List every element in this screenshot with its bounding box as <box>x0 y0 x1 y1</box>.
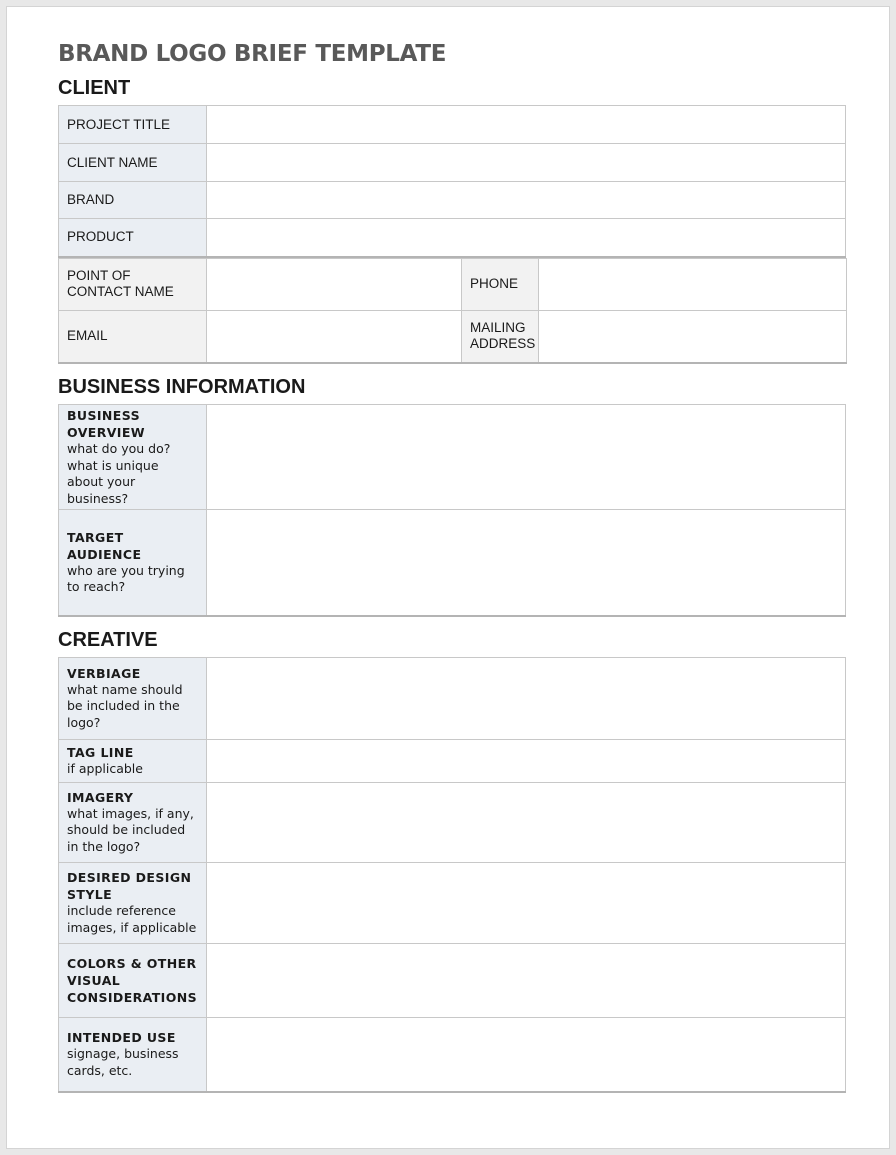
imagery-label <box>59 782 207 862</box>
table-row <box>59 258 847 310</box>
label-title: TAG LINE <box>67 744 134 760</box>
field-label: MAILING ADDRESS <box>470 320 536 352</box>
label-title: IMAGERY <box>67 789 134 805</box>
colors-label <box>59 943 207 1017</box>
table-row <box>59 510 846 616</box>
label-title: INTENDED USE <box>67 1030 176 1046</box>
label-hint: what images, if any, should be included in the logo? <box>67 805 194 854</box>
label-hint: if applicable <box>67 760 143 776</box>
field-label: PROJECT TITLE <box>67 116 171 132</box>
tag-line-label <box>59 739 207 782</box>
table-row <box>59 182 846 219</box>
point-of-contact-field[interactable] <box>207 258 462 310</box>
table-row <box>59 782 846 862</box>
label-hint: who are you trying to reach? <box>67 562 185 595</box>
target-audience-label <box>59 510 207 616</box>
brand-field[interactable] <box>207 182 846 219</box>
business-overview-field[interactable] <box>207 405 846 510</box>
verbiage-label <box>59 657 207 739</box>
table-row <box>59 106 846 144</box>
label-title: TARGET AUDIENCE <box>67 529 142 562</box>
table-row <box>59 943 846 1017</box>
table-row <box>59 739 846 782</box>
field-label: PRODUCT <box>67 229 134 245</box>
table-row <box>59 405 846 510</box>
project-title-field[interactable] <box>207 106 846 144</box>
product-label <box>59 219 207 257</box>
document-content <box>58 37 846 1093</box>
client-name-field[interactable] <box>207 144 846 182</box>
field-label: EMAIL <box>67 328 108 344</box>
intended-use-field[interactable] <box>207 1017 846 1092</box>
field-label: BRAND <box>67 192 115 207</box>
client-name-label <box>59 144 207 182</box>
field-label: CLIENT NAME <box>67 154 158 170</box>
label-title: DESIRED DESIGN STYLE <box>67 870 192 902</box>
brand-label <box>59 182 207 219</box>
email-field[interactable] <box>207 310 462 363</box>
table-row <box>59 1017 846 1092</box>
mailing-address-field[interactable] <box>539 310 847 363</box>
table-row <box>59 310 847 363</box>
point-of-contact-label <box>59 258 207 310</box>
target-audience-field[interactable] <box>207 510 846 616</box>
table-row <box>59 657 846 739</box>
label-hint: what do you do? what is unique about your business? <box>67 441 171 506</box>
creative-table <box>58 657 846 1094</box>
label-title: VERBIAGE <box>67 665 141 681</box>
label-hint: what name should be included in the logo? <box>67 681 183 730</box>
document-title: BRAND LOGO BRIEF TEMPLATE <box>58 41 447 67</box>
table-row <box>59 144 846 182</box>
section-title-business: BUSINESS INFORMATION <box>58 376 306 398</box>
verbiage-field[interactable] <box>207 657 846 739</box>
label-title: BUSINESS OVERVIEW <box>67 408 145 440</box>
table-row <box>59 862 846 943</box>
email-label <box>59 310 207 363</box>
field-label: PHONE <box>470 276 519 291</box>
business-table <box>58 404 846 617</box>
phone-label <box>462 258 539 310</box>
label-hint: include reference images, if applicable <box>67 903 197 935</box>
field-label: POINT OF CONTACT NAME <box>67 268 174 299</box>
intended-use-label <box>59 1017 207 1092</box>
label-title: COLORS & OTHER VISUAL CONSIDERATIONS <box>67 955 198 1005</box>
section-title-client: CLIENT <box>58 77 131 99</box>
document-page <box>6 6 890 1149</box>
business-overview-label <box>59 405 207 510</box>
section-title-creative: CREATIVE <box>58 628 158 651</box>
contact-table <box>58 258 847 365</box>
imagery-field[interactable] <box>207 782 846 862</box>
client-table <box>58 105 846 258</box>
phone-field[interactable] <box>539 258 847 310</box>
desired-design-style-label <box>59 862 207 943</box>
colors-field[interactable] <box>207 943 846 1017</box>
project-title-label <box>59 106 207 144</box>
product-field[interactable] <box>207 219 846 257</box>
tag-line-field[interactable] <box>207 739 846 782</box>
table-row <box>59 219 846 257</box>
desired-design-style-field[interactable] <box>207 862 846 943</box>
label-hint: signage, business cards, etc. <box>67 1046 179 1078</box>
mailing-address-label <box>462 310 539 363</box>
